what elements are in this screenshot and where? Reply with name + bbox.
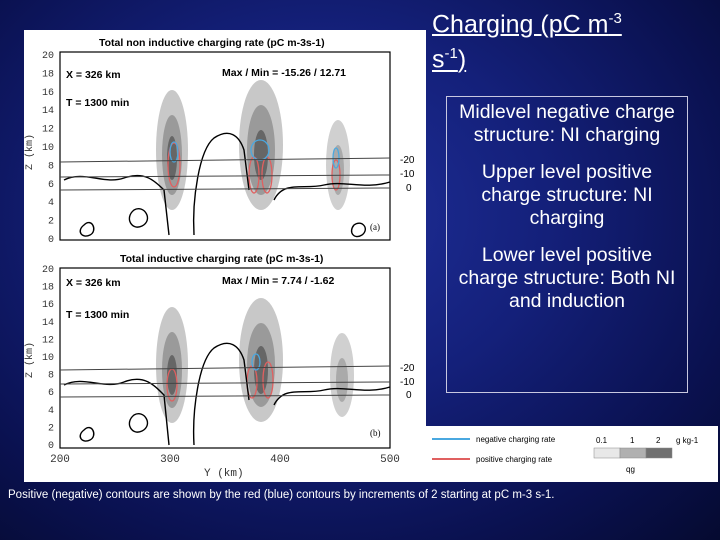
legend-shade-3 [646, 448, 672, 458]
title-main: Charging (pC m [432, 10, 609, 39]
legend-negative-label: negative charging rate [476, 435, 556, 444]
panel-b-time: T = 1300 min [66, 309, 130, 321]
legend-tick: 1 [630, 436, 635, 445]
panel-a-y-tick: 20 [41, 51, 54, 62]
title-end: ) [457, 45, 467, 74]
y-axis-label-a: Z (km) [25, 133, 36, 170]
panel-b-y-tick: 4 [47, 405, 54, 417]
panel-b-y-tick: 18 [41, 282, 54, 294]
legend [426, 426, 718, 482]
note-midlevel: Midlevel negative charge structure: NI charging [459, 101, 675, 146]
legend-shade-1 [594, 448, 620, 458]
panel-a [42, 37, 415, 246]
panel-b-x-text: X = 326 km [66, 277, 121, 289]
panel-a-y-tick: 2 [47, 216, 54, 228]
panel-a-y-tick: 16 [41, 87, 54, 99]
legend-positive-label: positive charging rate [476, 455, 553, 464]
panel-b-y-tick: 12 [41, 335, 54, 347]
panel-b-tag: (b) [370, 428, 381, 438]
note-lower-level: Lower level positive charge structure: Both NI and induction [458, 244, 676, 312]
panel-a-y-tick: 8 [47, 161, 54, 173]
panel-b-y-ticks [42, 265, 54, 452]
panel-a-y-ticks [42, 51, 54, 246]
x-tick: 300 [160, 454, 180, 466]
panel-b-max-min: Max / Min = 7.74 / -1.62 [222, 275, 335, 287]
panel-a-y-tick: 14 [41, 106, 54, 118]
notes-box [446, 96, 688, 393]
note-upper-level: Upper level positive charge structure: NI charging [481, 161, 653, 229]
panel-b-iso-label: -20 [400, 363, 415, 374]
title-sup2: -1 [444, 45, 458, 63]
panel-b-y-tick: 10 [41, 353, 54, 364]
panel-b-graupel-shading [156, 298, 354, 423]
x-ticks [50, 454, 400, 466]
legend-tick: g kg-1 [676, 436, 699, 445]
panel-a-y-tick: 6 [47, 179, 54, 191]
panel-a-graupel-shading [156, 80, 350, 210]
panel-b-title: Total inductive charging rate (pC m-3s-1) [120, 253, 324, 265]
caption: Positive (negative) contours are shown by the red (blue) contours by increments of 2 starting at pC m-3 s-1. [8, 489, 555, 501]
panel-b-y-tick: 20 [41, 265, 54, 276]
panel-b-y-tick: 2 [47, 423, 54, 435]
panel-a-y-tick: 10 [41, 143, 54, 154]
legend-var: qg [626, 465, 635, 474]
panel-b-y-tick: 0 [47, 441, 54, 452]
panel-a-y-tick: 4 [47, 198, 54, 210]
panel-b-y-tick: 14 [41, 317, 54, 329]
x-axis-label: Y (km) [204, 468, 244, 480]
panel-a-time: T = 1300 min [66, 97, 130, 109]
panel-b-y-tick: 8 [47, 370, 54, 382]
figure-panels [24, 30, 426, 482]
legend-tick: 2 [656, 436, 661, 445]
panel-a-y-tick: 0 [47, 235, 54, 246]
panel-a-iso-label: -20 [400, 155, 415, 166]
legend-shade-2 [620, 448, 646, 458]
panel-a-title: Total non inductive charging rate (pC m-3s-1) [99, 37, 325, 49]
panel-a-y-tick: 12 [41, 124, 54, 136]
title-line2: s [432, 45, 445, 74]
panel-b-y-tick: 6 [47, 388, 54, 400]
panel-a-iso-label: -10 [400, 169, 415, 180]
slide-title [432, 4, 718, 75]
x-tick: 200 [50, 454, 70, 466]
panel-a-iso-label: 0 [406, 183, 412, 194]
title-sup1: -3 [608, 10, 622, 27]
legend-tick: 0.1 [596, 436, 608, 445]
panel-a-tag: (a) [370, 222, 380, 232]
panel-b [42, 253, 415, 452]
panel-b-y-tick: 16 [41, 300, 54, 312]
panel-a-max-min: Max / Min = -15.26 / 12.71 [222, 67, 347, 79]
x-tick: 500 [380, 454, 400, 466]
x-tick: 400 [270, 454, 290, 466]
panel-b-iso-label: -10 [400, 377, 415, 388]
panel-a-x-text: X = 326 km [66, 69, 121, 81]
panel-b-iso-label: 0 [406, 390, 412, 401]
y-axis-label-b: Z (km) [25, 341, 36, 378]
panel-a-y-tick: 18 [41, 69, 54, 81]
